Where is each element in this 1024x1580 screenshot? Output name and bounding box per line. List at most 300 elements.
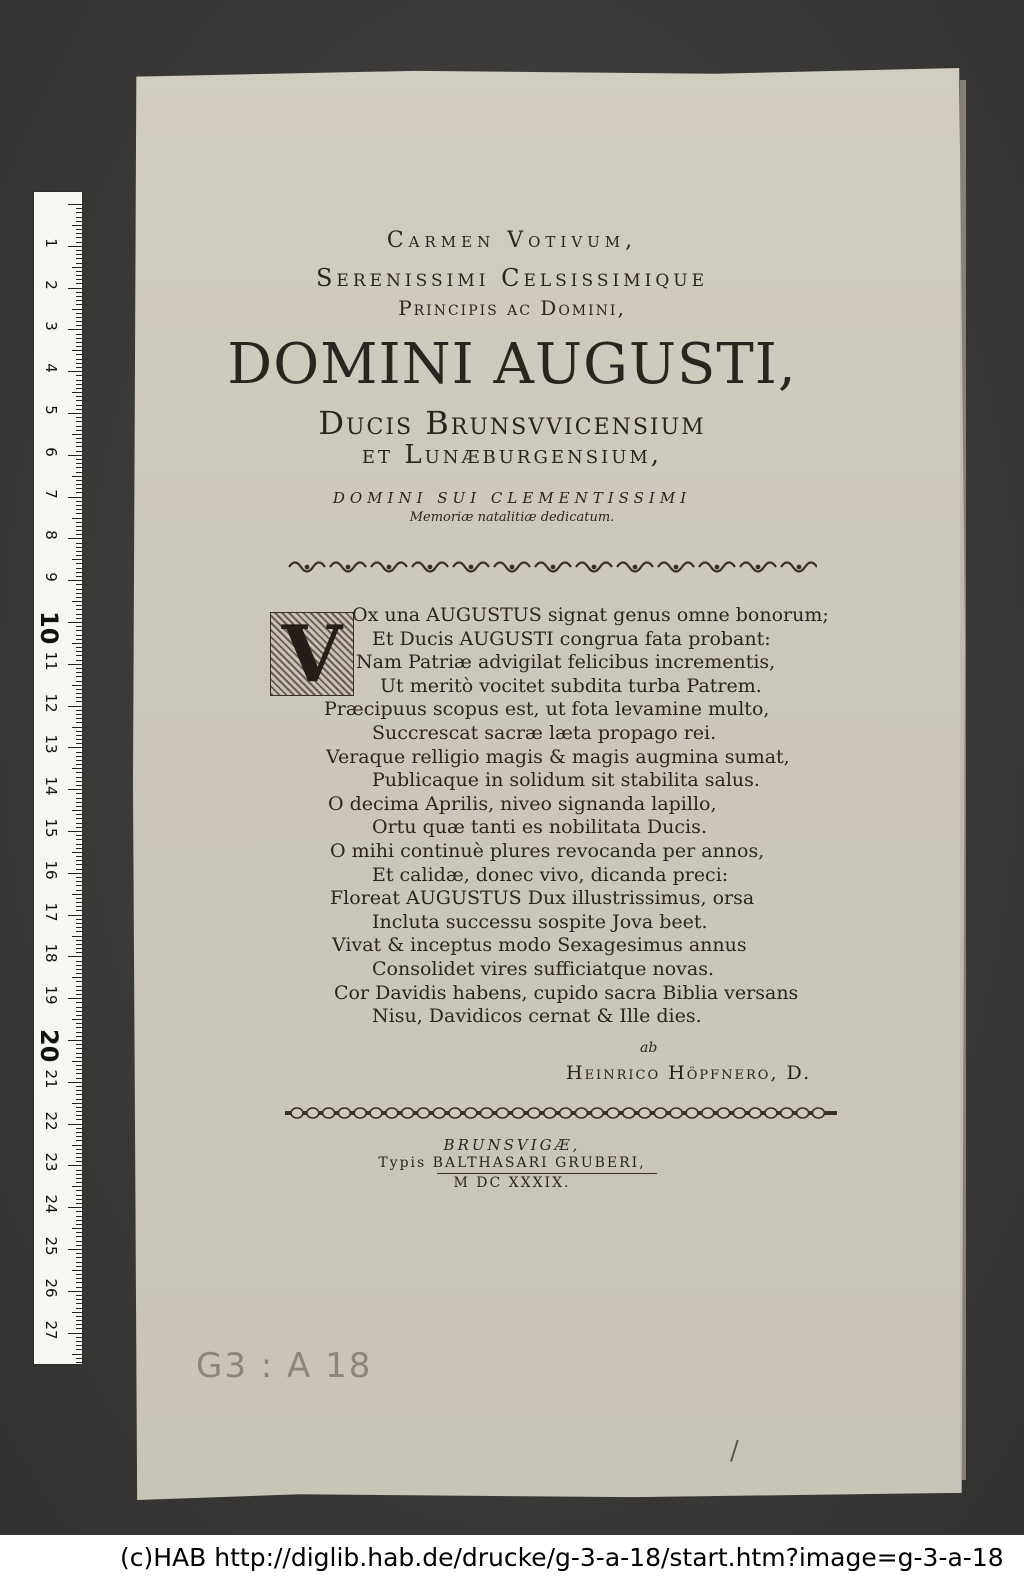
initial-letter: V	[281, 609, 343, 700]
ruler-tick	[76, 1073, 82, 1074]
ruler-tick	[76, 1253, 82, 1254]
ornament-link	[749, 1108, 761, 1118]
poem-line: Et Ducis AUGUSTI congrua fata probant:	[372, 627, 771, 650]
ornament-link	[797, 1108, 809, 1118]
title-main: DOMINI AUGUSTI,	[227, 332, 797, 397]
ornament-link	[639, 1108, 651, 1118]
ruler-tick	[72, 1019, 82, 1020]
ruler-tick	[76, 961, 82, 962]
ruler-number: 24	[42, 1194, 60, 1214]
ruler-tick	[76, 534, 82, 535]
ruler-number: 11	[42, 651, 60, 671]
imprint-year: M DC XXXIX.	[453, 1175, 571, 1191]
ornament-link	[607, 1108, 619, 1118]
ruler-tick	[68, 915, 82, 916]
ornament-dot	[551, 565, 556, 570]
ornament-link	[654, 1108, 666, 1118]
ruler-tick	[76, 1216, 82, 1217]
ruler-tick	[76, 735, 82, 736]
poem-line: Et calidæ, donec vivo, dicanda preci:	[372, 863, 729, 886]
ruler-tick	[76, 1078, 82, 1079]
ornament-link	[670, 1108, 682, 1118]
ruler-tick	[76, 1195, 82, 1196]
ruler-tick	[68, 1291, 82, 1292]
ruler-tick	[72, 1354, 82, 1355]
ruler-number: 25	[42, 1236, 60, 1256]
ruler-tick	[76, 1032, 82, 1033]
ornament-link	[765, 1108, 777, 1118]
ruler-tick	[68, 204, 82, 205]
poem-line: O decima Aprilis, niveo signanda lapillo,	[328, 792, 717, 815]
ruler-tick	[76, 618, 82, 619]
ruler-tick	[76, 584, 82, 585]
ruler-tick	[72, 1228, 82, 1229]
poem-line: Incluta successu sospite Jova beet.	[372, 910, 708, 933]
ruler-tick	[76, 626, 82, 627]
ruler-number: 17	[42, 902, 60, 922]
ruler-tick	[76, 1316, 82, 1317]
ruler-tick	[76, 1036, 82, 1037]
ruler-tick	[76, 1245, 82, 1246]
ruler-tick	[76, 1023, 82, 1024]
ruler-tick	[76, 321, 82, 322]
ruler-tick	[76, 764, 82, 765]
ornament-link	[386, 1108, 398, 1118]
ruler-tick	[76, 1002, 82, 1003]
imprint-rule	[437, 1173, 657, 1174]
ruler-tick	[76, 221, 82, 222]
ruler-tick	[72, 977, 82, 978]
ruler-tick	[76, 1015, 82, 1016]
ruler-tick	[72, 810, 82, 811]
ruler-tick	[72, 936, 82, 937]
ruler-tick	[76, 1132, 82, 1133]
ruler-tick	[76, 1057, 82, 1058]
ruler-tick	[76, 739, 82, 740]
ruler-tick	[76, 701, 82, 702]
ruler-tick	[76, 568, 82, 569]
ruler-tick	[76, 1090, 82, 1091]
ruler-number: 22	[42, 1111, 60, 1131]
ruler-tick	[76, 1274, 82, 1275]
ruler-tick	[76, 906, 82, 907]
ruler-tick	[76, 1232, 82, 1233]
ruler-tick	[76, 1199, 82, 1200]
ornament-link	[496, 1108, 508, 1118]
ruler-tick	[68, 538, 82, 539]
ruler-tick	[68, 1040, 82, 1041]
ornament-link	[291, 1108, 303, 1118]
poem-line: Publicaque in solidum sit stabilita salus.	[372, 769, 760, 792]
ruler-tick	[68, 622, 82, 623]
ruler-tick	[68, 1333, 82, 1334]
ruler-tick	[76, 1065, 82, 1066]
ruler-tick	[68, 956, 82, 957]
ruler-tick	[76, 940, 82, 941]
ruler-tick	[76, 212, 82, 213]
ornament-link	[686, 1108, 698, 1118]
ruler-number: 20	[35, 1029, 63, 1063]
ruler-tick	[76, 760, 82, 761]
ruler-tick	[76, 781, 82, 782]
ruler-tick	[76, 931, 82, 932]
ruler-tick	[76, 1111, 82, 1112]
ruler-tick	[76, 752, 82, 753]
ruler-number: 5	[42, 405, 60, 415]
ornament-link	[575, 1108, 587, 1118]
ruler-tick	[76, 1224, 82, 1225]
ruler-tick	[68, 329, 82, 330]
pencil-mark: /	[730, 1436, 739, 1466]
ruler-tick	[76, 986, 82, 987]
ruler-tick	[76, 689, 82, 690]
ruler-tick	[76, 472, 82, 473]
ruler-tick	[76, 1094, 82, 1095]
ruler-tick	[76, 944, 82, 945]
ruler-tick	[76, 639, 82, 640]
ruler-tick	[76, 1262, 82, 1263]
poem-line: Veraque relligio magis & magis augmina sumat,	[326, 745, 790, 768]
ruler-tick	[68, 706, 82, 707]
ruler-tick	[72, 643, 82, 644]
ruler-tick	[76, 743, 82, 744]
ornament-band-top	[285, 556, 817, 578]
ruler-tick	[76, 919, 82, 920]
ruler-tick	[76, 1220, 82, 1221]
ruler-tick	[76, 839, 82, 840]
ruler-number: 26	[42, 1278, 60, 1298]
ruler-number: 2	[42, 279, 60, 290]
ornament-dot	[428, 565, 433, 570]
dedication-line-2: Memoriæ natalitiæ dedicatum.	[409, 510, 615, 525]
ornament-link	[528, 1108, 540, 1118]
ruler-tick	[76, 898, 82, 899]
ruler-tick	[72, 852, 82, 853]
ruler-tick	[76, 952, 82, 953]
ruler-tick	[76, 614, 82, 615]
ruler-tick	[76, 576, 82, 577]
signature-name: Heinrico Höpfnero, D.	[566, 1062, 812, 1084]
ornament-band-bottom	[285, 1103, 837, 1123]
ruler-tick	[76, 1128, 82, 1129]
ruler-tick	[76, 1107, 82, 1108]
ruler-tick	[76, 714, 82, 715]
ruler-tick	[76, 927, 82, 928]
ruler-tick	[76, 597, 82, 598]
ruler-tick	[72, 768, 82, 769]
ruler-tick	[68, 747, 82, 748]
ruler-tick	[76, 325, 82, 326]
ruler-tick	[76, 593, 82, 594]
ruler-tick	[76, 217, 82, 218]
ruler-tick	[76, 1345, 82, 1346]
ruler-tick	[76, 1236, 82, 1237]
ruler-tick	[76, 731, 82, 732]
ruler-number: 4	[42, 363, 60, 373]
ruler-tick	[76, 1069, 82, 1070]
poem-line: Cor Davidis habens, cupido sacra Biblia versans	[334, 981, 799, 1004]
ornament-link	[481, 1108, 493, 1118]
ruler-number: 21	[42, 1069, 60, 1089]
ruler-tick	[76, 856, 82, 857]
ruler-tick	[76, 672, 82, 673]
ruler-tick	[76, 994, 82, 995]
ruler-tick	[72, 1312, 82, 1313]
ruler-tick	[76, 1007, 82, 1008]
ruler-tick	[68, 1249, 82, 1250]
ruler-tick	[68, 664, 82, 665]
ornament-dot	[510, 565, 515, 570]
ruler-tick	[76, 948, 82, 949]
ruler-tick	[76, 1099, 82, 1100]
ruler-tick	[72, 476, 82, 477]
ruler-tick	[76, 1337, 82, 1338]
ruler-tick	[76, 1053, 82, 1054]
ruler-tick	[76, 722, 82, 723]
ruler-tick	[76, 1295, 82, 1296]
ruler-tick	[76, 484, 82, 485]
ornament-dot	[674, 565, 679, 570]
ruler-tick	[76, 785, 82, 786]
ruler-tick	[76, 1278, 82, 1279]
ornament-link	[370, 1108, 382, 1118]
ruler-tick	[76, 630, 82, 631]
ruler-tick	[76, 572, 82, 573]
ruler-tick	[76, 772, 82, 773]
ornament-link	[718, 1108, 730, 1118]
ruler-tick	[76, 1086, 82, 1087]
ruler-number: 8	[42, 530, 60, 541]
ornament-link	[733, 1108, 745, 1118]
ruler-number: 9	[42, 572, 60, 582]
ruler-tick	[68, 1082, 82, 1083]
imprint-place: BRUNSVIGÆ,	[443, 1136, 581, 1154]
ruler-tick	[76, 693, 82, 694]
ruler-tick	[76, 860, 82, 861]
ruler-tick	[76, 823, 82, 824]
ruler-tick	[76, 1266, 82, 1267]
ornament-link	[702, 1108, 714, 1118]
ornament-link	[449, 1108, 461, 1118]
ruler-tick	[76, 1257, 82, 1258]
ruler-tick	[76, 1324, 82, 1325]
ornament-dot	[346, 565, 351, 570]
ruler-tick	[76, 1320, 82, 1321]
ruler-tick	[76, 890, 82, 891]
ruler-tick	[76, 814, 82, 815]
ruler-number: 18	[42, 943, 60, 963]
title-line-1: Carmen Votivum,	[386, 228, 638, 253]
ruler-number: 27	[42, 1320, 60, 1340]
ruler-number: 6	[42, 447, 60, 457]
poem-line: Nam Patriæ advigilat felicibus incrementis,	[356, 651, 776, 674]
ruler-tick	[76, 1044, 82, 1045]
title-line-6: et Lunæburgensium,	[361, 440, 663, 470]
ornament-link	[433, 1108, 445, 1118]
ruler-tick	[76, 818, 82, 819]
ruler-tick	[76, 555, 82, 556]
poem-line: Ortu quæ tanti es nobilitata Ducis.	[372, 816, 707, 839]
ornament-link	[812, 1108, 824, 1118]
ruler-tick	[76, 756, 82, 757]
ruler-tick	[68, 580, 82, 581]
ruler-tick	[68, 1207, 82, 1208]
ruler-tick	[76, 1287, 82, 1288]
ruler-number: 14	[42, 776, 60, 796]
ruler-tick	[76, 647, 82, 648]
ruler-tick	[76, 589, 82, 590]
ruler-tick	[76, 530, 82, 531]
ruler-tick	[68, 789, 82, 790]
ruler-tick	[72, 1061, 82, 1062]
ruler-tick	[76, 400, 82, 401]
ruler-tick	[76, 710, 82, 711]
title-line-3: Principis ac Domini,	[398, 296, 626, 320]
ruler-tick	[76, 1115, 82, 1116]
ruler-tick	[76, 1328, 82, 1329]
ornament-link	[465, 1108, 477, 1118]
ruler-tick	[76, 668, 82, 669]
ornament-dot	[592, 565, 597, 570]
ruler-tick	[76, 697, 82, 698]
ruler-tick	[76, 806, 82, 807]
ruler-tick	[76, 1048, 82, 1049]
ruler-tick	[76, 660, 82, 661]
ruler-tick	[76, 827, 82, 828]
ruler-tick	[76, 1282, 82, 1283]
ruler-number: 23	[42, 1152, 60, 1172]
poem-line: Vivat & inceptus modo Sexagesimus annus	[332, 934, 747, 957]
ruler-tick	[76, 258, 82, 259]
ruler-tick	[68, 998, 82, 999]
ruler-tick	[72, 1103, 82, 1104]
poem-line: Ox una AUGUSTUS signat genus omne bonorum;	[352, 604, 829, 626]
ruler-tick	[76, 881, 82, 882]
ruler-tick	[76, 877, 82, 878]
ruler-tick	[76, 605, 82, 606]
ruler-tick	[76, 1308, 82, 1309]
ruler-tick	[76, 1362, 82, 1363]
ruler-tick	[76, 1303, 82, 1304]
ruler-tick	[76, 969, 82, 970]
ruler-tick	[76, 1349, 82, 1350]
signature-ab: ab	[640, 1040, 658, 1056]
ornament-link	[307, 1108, 319, 1118]
ornament-dot	[387, 565, 392, 570]
ruler-tick	[76, 965, 82, 966]
ruler-tick	[76, 1241, 82, 1242]
ruler-tick	[76, 798, 82, 799]
ruler-tick	[76, 835, 82, 836]
ruler-tick	[76, 902, 82, 903]
ruler-tick	[76, 208, 82, 209]
dedication-line-1: DOMINI SUI CLEMENTISSIMI	[332, 489, 692, 507]
poem-line: Succrescat sacræ læta propago rei.	[372, 722, 717, 744]
ornament-link	[544, 1108, 556, 1118]
ruler-tick	[76, 655, 82, 656]
ornament-link	[323, 1108, 335, 1118]
title-line-2: Serenissimi Celsissimique	[315, 264, 709, 292]
decorated-initial	[270, 609, 354, 700]
ruler-number: 3	[42, 321, 60, 332]
poem-line: Consolidet vires sufficiatque novas.	[372, 958, 715, 980]
ruler-tick	[76, 254, 82, 255]
poem-line: Præcipuus scopus est, ut fota levamine multo,	[324, 698, 770, 721]
ruler-tick	[76, 802, 82, 803]
ruler-tick	[76, 543, 82, 544]
poem-line: Nisu, Davidicos cernat & Ille dies.	[372, 1005, 702, 1028]
ruler-tick	[76, 1299, 82, 1300]
ruler-tick	[76, 885, 82, 886]
ruler-tick	[76, 609, 82, 610]
ornament-dot	[797, 565, 802, 570]
ruler-tick	[76, 635, 82, 636]
ruler-tick	[76, 777, 82, 778]
imprint-printer: Typis BALTHASARI GRUBERI,	[378, 1155, 646, 1171]
ruler-tick	[76, 1119, 82, 1120]
ruler-tick	[76, 651, 82, 652]
ruler-tick	[76, 973, 82, 974]
ruler-tick	[68, 831, 82, 832]
ornament-dot	[633, 565, 638, 570]
ruler-number: 15	[42, 818, 60, 838]
ornament-link	[781, 1108, 793, 1118]
ornament-link	[512, 1108, 524, 1118]
ruler-tick	[76, 910, 82, 911]
ruler-tick	[68, 873, 82, 874]
ornament-link	[623, 1108, 635, 1118]
ruler-number: 12	[42, 693, 60, 713]
ruler-tick	[72, 685, 82, 686]
ruler-tick	[76, 869, 82, 870]
ornament-dot	[305, 565, 310, 570]
ruler-tick	[76, 547, 82, 548]
ornament-dot	[715, 565, 720, 570]
ruler-tick	[72, 1270, 82, 1271]
ruler-tick	[76, 526, 82, 527]
poem-line: Floreat AUGUSTUS Dux illustrissimus, orsa	[330, 887, 755, 910]
ruler-tick	[76, 681, 82, 682]
poem-line: O mihi continuè plures revocanda per annos,	[330, 840, 765, 862]
ruler-tick	[72, 894, 82, 895]
ruler-tick	[76, 990, 82, 991]
ruler-number: 16	[42, 860, 60, 880]
ruler-tick	[76, 793, 82, 794]
ruler-tick	[76, 480, 82, 481]
ruler-tick	[76, 981, 82, 982]
ornament-link	[417, 1108, 429, 1118]
ruler-number: 19	[42, 985, 60, 1005]
ruler-number: 10	[35, 611, 63, 645]
ruler-tick	[76, 718, 82, 719]
ruler-tick	[72, 225, 82, 226]
shelfmark: G3 : A 18	[196, 1346, 373, 1386]
ruler-tick	[76, 551, 82, 552]
ruler-tick	[76, 844, 82, 845]
ruler-tick	[76, 563, 82, 564]
ruler-number: 1	[42, 238, 60, 248]
ruler-tick	[68, 1124, 82, 1125]
ruler-tick	[72, 559, 82, 560]
ornament-link	[338, 1108, 350, 1118]
ornament-link	[591, 1108, 603, 1118]
ruler-tick	[76, 1358, 82, 1359]
ruler-tick	[76, 1027, 82, 1028]
ruler-tick	[76, 676, 82, 677]
ornament-link	[354, 1108, 366, 1118]
ornament-dot	[756, 565, 761, 570]
ruler-tick	[76, 864, 82, 865]
